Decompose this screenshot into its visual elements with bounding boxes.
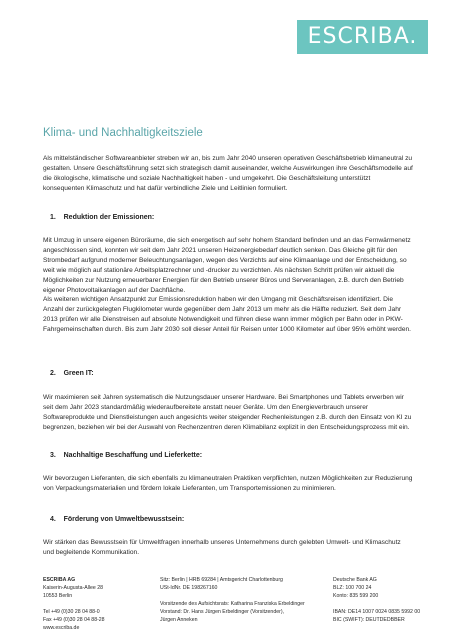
footer-board-member: Jürgen Anneken: [160, 617, 198, 623]
section-3-paragraph-1: Wir bevorzugen Lieferanten, die sich ebenfalls zu klimaneutralen Praktiken verpflichten, nutzen Möglichkeiten zur Reduzierung von Verpackungsmaterialien und fördern lokale Lieferanten, um Transportemissionen zu minimieren.: [43, 475, 413, 492]
footer-address-city: 10553 Berlin: [43, 593, 73, 599]
footer-fax: Fax +49 (0)30 28 04 88-28: [43, 617, 105, 623]
footer-company-name: ESCRIBA AG: [43, 577, 76, 583]
footer-board: Vorstand: Dr. Hans Jürgen Erbeldinger (Vorsitzender),: [160, 609, 284, 615]
section-4-paragraph-1: Wir stärken das Bewusstsein für Umweltfragen innerhalb unseres Unternehmens durch gelebten Umwelt- und Klimaschutz und begleitende Kommunikation.: [43, 539, 401, 556]
footer-bank-info: [333, 576, 420, 624]
footer-registry: Sitz: Berlin | HRB 69284 | Amtsgericht Charlottenburg: [160, 577, 283, 583]
footer-supervisory-board: Vorsitzende des Aufsichtsrats: Katharina Franziska Erbeldinger: [160, 601, 305, 607]
footer-company-info: [43, 576, 105, 632]
logo-text: ESCRIBA.: [307, 24, 418, 49]
footer-spacer: [333, 600, 420, 608]
section-heading-4: 4. Förderung von Umweltbewusstsein:: [50, 516, 185, 523]
section-4-body: [43, 538, 413, 558]
footer-account: Konto: 835 599 200: [333, 593, 379, 599]
section-heading-1: 1. Reduktion der Emissionen:: [50, 214, 155, 221]
section-2-paragraph-1: Wir maximieren seit Jahren systematisch die Nutzungsdauer unserer Hardware. Bei Smartphones und Tablets erwerben wir seit dem Jahr 2023 standardmäßig wiederaufbereitete anstatt neuer Geräte. Um den Energieverbrauch unserer Softwareprodukte und Dienstleistungen auch angesichts weiter steigender Rechenleistungen z.B. durch den Einsatz von KI zu begrenzen, beziehen wir bei der Auswahl von Rechenzentren deren Klimabilanz explizit in den Entscheidungsprozess mit ein.: [43, 394, 412, 431]
footer-vat-id: USt-IdNr. DE 198267160: [160, 585, 218, 591]
footer-blz: BLZ: 100 700 24: [333, 585, 372, 591]
footer-bic: BIC (SWIFT): DEUTDEDBBER: [333, 617, 405, 623]
footer-address-street: Kaiserin-Augusta-Allee 28: [43, 585, 103, 591]
section-1-paragraph-2: Als weiteren wichtigen Ansatzpunkt zur Emissionsreduktion haben wir den Umgang mit Geschäftsreisen identifiziert. Die Anzahl der zurückgelegten Flugkilometer wurde gegenüber dem Jahr 2013 um mehr als die Hälfte reduziert. Seit dem Jahr 2013 prüfen wir alle Dienstreisen auf absolute Notwendigkeit und führen diese wann immer möglich per Bahn oder in PKW-Fahrgemeinschaften durch. Bis zum Jahr 2030 soll dieser Anteil für Reisen unter 1000 Kilometer auf über 95% erhöht werden.: [43, 296, 411, 334]
section-2-body: [43, 393, 413, 433]
footer-phone: Tel +49 (0)30 28 04 88-0: [43, 609, 100, 615]
footer-legal-info: [160, 576, 305, 624]
section-1-paragraph-1: Mit Umzug in unsere eigenen Büroräume, die sich energetisch auf sehr hohem Standard befinden und an das Fernwärmenetz angeschlossen sind, konnten wir seit dem Jahr 2021 unseren Heizenergiebedarf deutlich senken. Das Gleiche gilt für den Strombedarf aufgrund moderner Beleuchtungsanlagen, wegen des Verzichts auf eine Klimaanlage und der Entscheidung, so weit wie möglich auf stationäre Arbeitsplatzrechner und -drucker zu verzichten. Als nächsten Schritt prüfen wir aktuell die Möglichkeiten zur Nutzung erneuerbarer Energien für den Betrieb unserer Büros und Serveranlagen, z.B. durch den Betrieb eigener Photovoltaikanlagen auf der Dachfläche.: [43, 237, 411, 294]
section-3-body: [43, 474, 413, 494]
section-1-body: [43, 236, 413, 335]
section-heading-2: 2. Green IT:: [50, 370, 94, 377]
section-heading-3: 3. Nachhaltige Beschaffung und Lieferkette:: [50, 452, 203, 459]
footer-iban: IBAN: DE14 1007 0024 0835 5992 00: [333, 609, 421, 615]
footer-website-link[interactable]: www.escriba.de: [43, 625, 80, 631]
intro-paragraph: [43, 154, 413, 194]
footer-spacer: [43, 600, 105, 608]
page-title: Klima- und Nachhaltigkeitsziele: [43, 127, 203, 139]
company-logo: [297, 20, 428, 54]
footer-spacer: [160, 592, 305, 600]
intro-text: Als mittelständischer Softwareanbieter streben wir an, bis zum Jahr 2040 unseren operativen Geschäftsbetrieb klimaneutral zu gestalten. Unsere Geschäftsführung setzt sich strategisch damit auseinander, welche Auswirkungen ihre Geschäftsmodelle auf die ökologische, klimatische und soziale Nachhaltigkeit haben - und umgekehrt. Die Geschäftsleitung unterstützt konsequenten Klimaschutz und hat dafür verbindliche Ziele und Leitlinien formuliert.: [43, 155, 413, 192]
footer-bank-name: Deutsche Bank AG: [333, 577, 377, 583]
